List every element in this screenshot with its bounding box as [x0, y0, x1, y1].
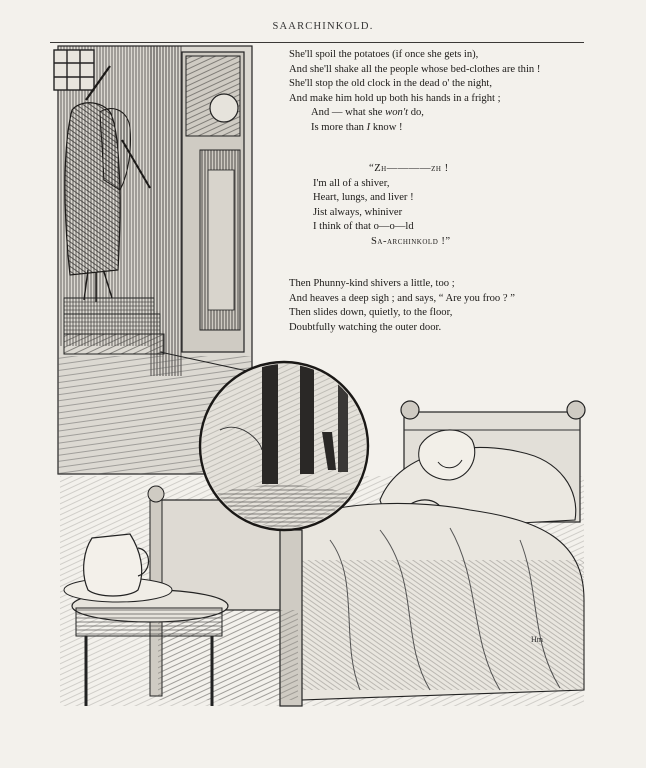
verse-line: I think of that o—o—ld [313, 221, 414, 233]
verse-line: And — what she won't do, [311, 107, 424, 119]
verse-line: And she'll shake all the people whose bed-clothes are thin ! [289, 63, 541, 75]
verse-line: Sa-archinkold !” [371, 235, 451, 247]
verse-line: And make him hold up both his hands in a fright ; [289, 92, 501, 104]
running-head: SAARCHINKOLD. [272, 21, 374, 32]
verse-line: She'll stop the old clock in the dead o' the night, [289, 78, 493, 90]
verse-line: Doubtfully watching the outer door. [289, 321, 442, 333]
verse-block-2 [313, 162, 451, 250]
verse-line: She'll spoil the potatoes (if once she gets in), [289, 49, 479, 60]
tall-clock [182, 52, 244, 352]
verse-line: Jist always, whiniver [313, 206, 403, 218]
verse-line: I'm all of a shiver, [313, 177, 390, 189]
verse-line: Is more than I know ! [311, 121, 403, 133]
bedclothes [300, 503, 584, 700]
verse-block-1 [289, 48, 540, 136]
verse-line: Then Phunny-kind shivers a little, too ; [289, 278, 455, 289]
verse-line: Heart, lungs, and liver ! [313, 192, 414, 204]
stairs [64, 298, 164, 354]
verse-line: And heaves a deep sigh ; and says, “ Are you froo ? ” [289, 292, 515, 304]
exclamation-line: “Zh————zh ! [369, 163, 449, 174]
verse-line: Then slides down, quietly, to the floor, [289, 307, 453, 319]
engraver-mark: Hm [531, 635, 543, 644]
verse-block-3 [289, 277, 515, 335]
barred-window [54, 50, 94, 90]
